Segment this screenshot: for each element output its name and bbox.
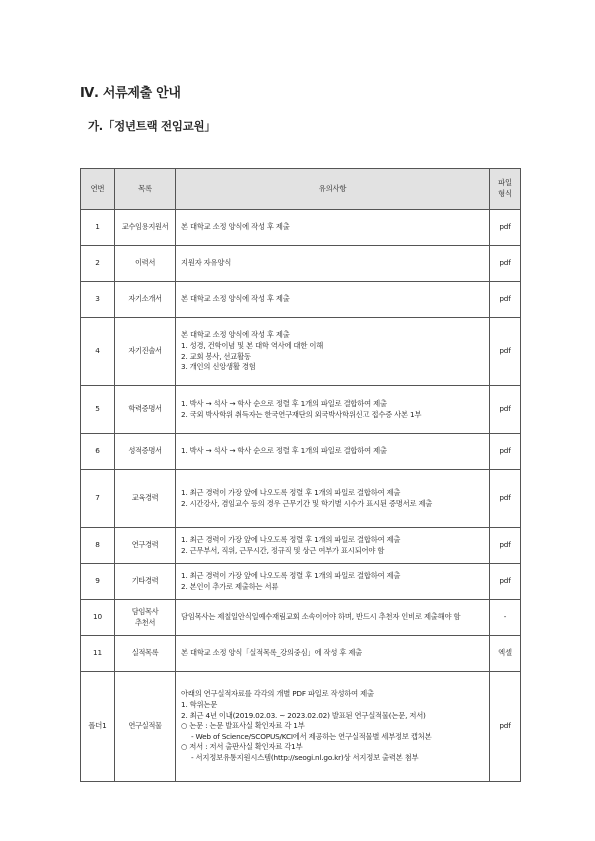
row-number: 1	[81, 210, 115, 246]
table-row	[81, 600, 521, 636]
document-name-line: 교육경력	[131, 493, 159, 503]
header-format	[490, 169, 521, 210]
row-notes	[176, 672, 490, 782]
note-line: ○ 저서 : 저서 출판사실 확인자료 각1부	[181, 742, 303, 752]
row-file-format: pdf	[490, 470, 521, 528]
row-notes	[176, 386, 490, 434]
row-notes	[176, 564, 490, 600]
document-name-line: 학력증명서	[128, 404, 162, 414]
row-file-format: pdf	[490, 528, 521, 564]
table-row	[81, 564, 521, 600]
row-document-name	[115, 564, 176, 600]
row-number: 7	[81, 470, 115, 528]
table-row	[81, 282, 521, 318]
note-line: 본 대학교 소정 양식「실적목록_강의중심」에 작성 후 제출	[181, 648, 363, 658]
note-line: 2. 최근 4년 이내(2019.02.03. ~ 2023.02.02) 발표된 연구실적물(논문, 저서)	[181, 710, 426, 720]
note-line: - 서지정보유통지원시스템(http://seogi.nl.go.kr)상 서지정보 출력본 첨부	[191, 752, 419, 762]
row-file-format: pdf	[490, 318, 521, 386]
note-line: 2. 국외 박사학위 취득자는 한국연구재단의 외국박사학위신고 접수증 사본 1부	[181, 409, 422, 419]
note-line: 3. 개인의 신앙생활 경험	[181, 362, 256, 372]
row-notes	[176, 470, 490, 528]
row-file-format: -	[490, 600, 521, 636]
document-name-line: 실적목록	[131, 648, 159, 658]
note-line: 담임목사는 제칠일안식일예수재림교회 소속이어야 하며, 반드시 추천자 인비로 제출해야 함	[181, 612, 461, 622]
header-no: 연번	[81, 169, 115, 210]
header-notes: 유의사항	[176, 169, 490, 210]
row-document-name	[115, 246, 176, 282]
row-number: 폴더1	[81, 672, 115, 782]
row-notes	[176, 246, 490, 282]
document-list-table	[80, 168, 521, 782]
row-number: 11	[81, 636, 115, 672]
row-file-format: pdf	[490, 282, 521, 318]
table-row	[81, 528, 521, 564]
note-line: 2. 교회 봉사, 선교활동	[181, 351, 251, 361]
row-number: 2	[81, 246, 115, 282]
row-document-name	[115, 600, 176, 636]
note-line: 본 대학교 소정 양식에 작성 후 제출	[181, 294, 290, 304]
document-name-line: 성적증명서	[128, 446, 162, 456]
table-row	[81, 210, 521, 246]
note-line: 2. 근무부서, 직위, 근무시간, 정규직 및 상근 여부가 표시되어야 함	[181, 545, 385, 555]
row-file-format: pdf	[490, 564, 521, 600]
note-line: 1. 최근 경력이 가장 앞에 나오도록 정렬 후 1개의 파일로 결합하여 제출	[181, 534, 401, 544]
document-name-line: 연구실적물	[128, 721, 162, 731]
row-file-format: pdf	[490, 672, 521, 782]
document-name-line: 교수임용지원서	[121, 222, 169, 232]
header-format-line1: 파일	[498, 178, 512, 188]
row-document-name	[115, 434, 176, 470]
row-document-name	[115, 318, 176, 386]
row-number: 5	[81, 386, 115, 434]
row-file-format: pdf	[490, 246, 521, 282]
row-document-name	[115, 470, 176, 528]
note-line: 본 대학교 소정 양식에 작성 후 제출	[181, 222, 290, 232]
subsection-title: 가.「정년트랙 전임교원」	[88, 119, 216, 133]
note-line: ○ 논문 : 논문 발표사실 확인자료 각 1부	[181, 721, 305, 731]
row-notes	[176, 434, 490, 470]
table-row	[81, 246, 521, 282]
section-title: Ⅳ. 서류제출 안내	[80, 86, 181, 101]
document-name-line: 자기소개서	[128, 294, 162, 304]
header-item: 목록	[115, 169, 176, 210]
document-name-line: 담임목사	[131, 606, 159, 616]
note-line: 1. 학위논문	[181, 700, 218, 710]
note-line: 1. 최근 경력이 가장 앞에 나오도록 정렬 후 1개의 파일로 결합하여 제출	[181, 487, 401, 497]
row-file-format: pdf	[490, 210, 521, 246]
row-document-name	[115, 672, 176, 782]
row-notes	[176, 282, 490, 318]
note-line: - Web of Science/SCOPUS/KCI에서 제공하는 연구실적물별 세부정보 캡처본	[191, 731, 432, 741]
table-row	[81, 318, 521, 386]
table-row	[81, 672, 521, 782]
row-document-name	[115, 528, 176, 564]
note-line: 2. 시간강사, 겸임교수 등의 경우 근무기간 및 학기별 시수가 표시된 증명서로 제출	[181, 498, 433, 508]
row-number: 10	[81, 600, 115, 636]
document-name-line: 자기진술서	[128, 346, 162, 356]
row-notes	[176, 528, 490, 564]
note-line: 1. 박사 → 석사 → 학사 순으로 정렬 후 1개의 파일로 결합하여 제출	[181, 446, 387, 456]
row-notes	[176, 318, 490, 386]
table-header-row	[81, 169, 521, 210]
row-document-name	[115, 282, 176, 318]
row-number: 4	[81, 318, 115, 386]
table-row	[81, 636, 521, 672]
document-name-line: 추천서	[135, 617, 155, 627]
note-line: 1. 최근 경력이 가장 앞에 나오도록 정렬 후 1개의 파일로 결합하여 제출	[181, 570, 401, 580]
row-document-name	[115, 636, 176, 672]
row-notes	[176, 600, 490, 636]
table-row	[81, 434, 521, 470]
row-number: 8	[81, 528, 115, 564]
row-notes	[176, 636, 490, 672]
document-name-line: 이력서	[135, 258, 155, 268]
row-file-format: pdf	[490, 386, 521, 434]
table-body	[81, 210, 521, 782]
row-number: 6	[81, 434, 115, 470]
row-notes	[176, 210, 490, 246]
table-row	[81, 470, 521, 528]
note-line: 1. 박사 → 석사 → 학사 순으로 정렬 후 1개의 파일로 결합하여 제출	[181, 398, 387, 408]
row-document-name	[115, 210, 176, 246]
note-line: 지원자 자유양식	[181, 258, 232, 268]
document-name-line: 기타경력	[131, 576, 159, 586]
row-number: 9	[81, 564, 115, 600]
note-line: 아래의 연구실적자료를 각각의 개별 PDF 파일로 작성하여 제출	[181, 689, 374, 699]
header-format-line2: 형식	[498, 189, 512, 198]
document-name-line: 연구경력	[131, 540, 159, 550]
note-line: 2. 본인이 추가로 제출하는 서류	[181, 581, 279, 591]
row-file-format: 엑셀	[490, 636, 521, 672]
table-row	[81, 386, 521, 434]
note-line: 1. 성경, 건학이념 및 본 대학 역사에 대한 이해	[181, 340, 324, 350]
row-file-format: pdf	[490, 434, 521, 470]
note-line: 본 대학교 소정 양식에 작성 후 제출	[181, 330, 290, 340]
row-number: 3	[81, 282, 115, 318]
row-document-name	[115, 386, 176, 434]
